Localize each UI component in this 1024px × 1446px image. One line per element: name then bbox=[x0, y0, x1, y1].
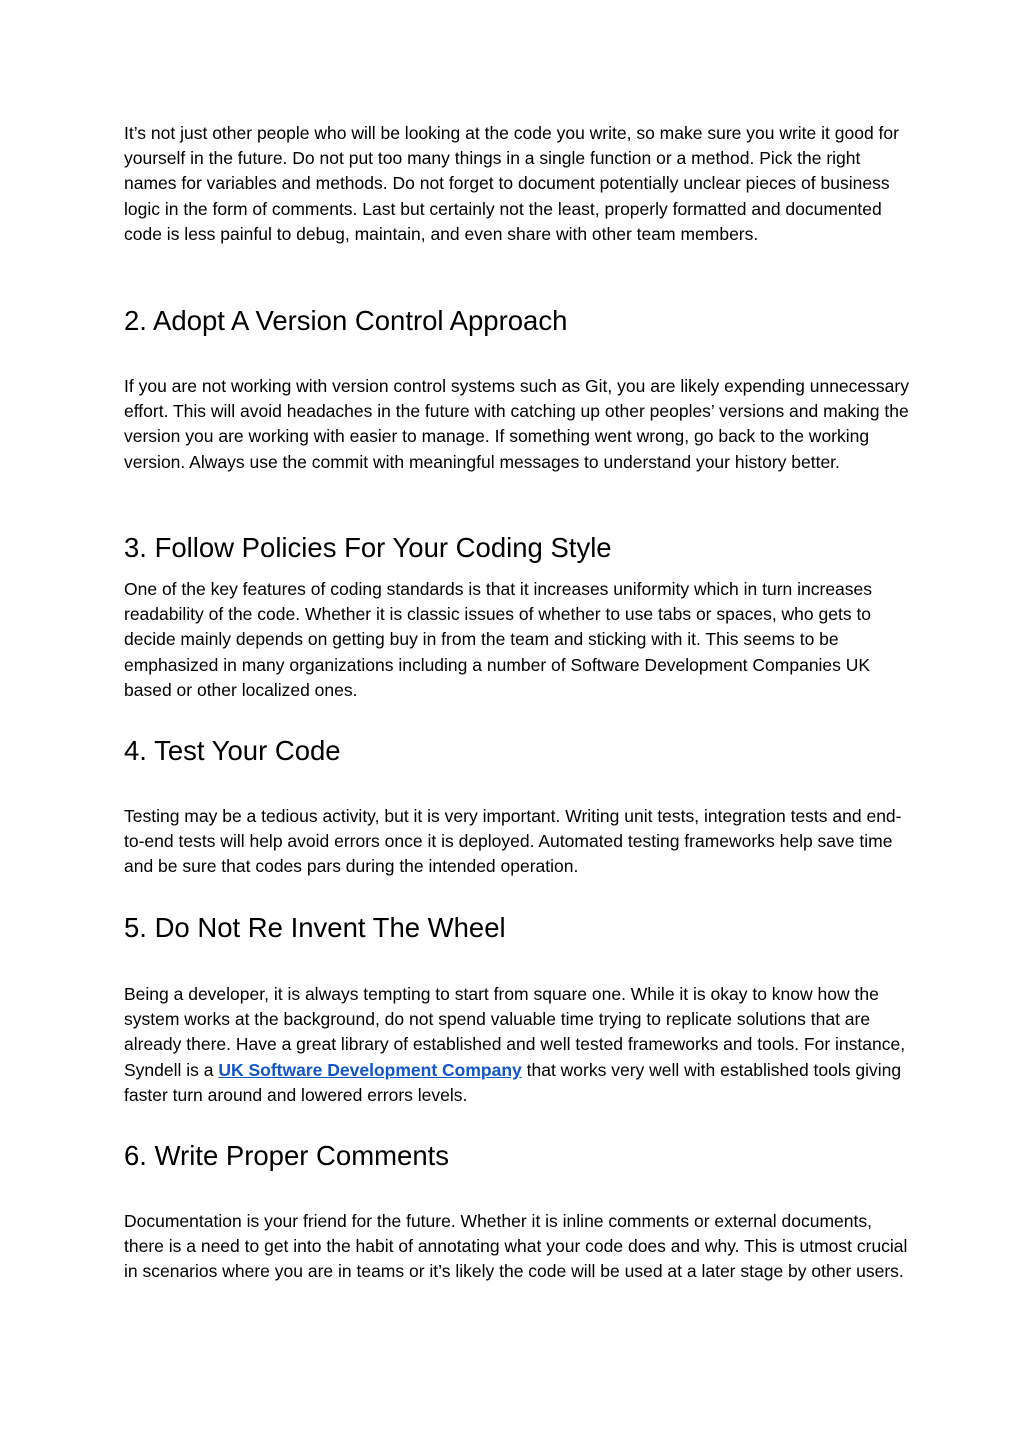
section-6-heading: 6. Write Proper Comments bbox=[124, 1140, 450, 1171]
section-3-heading: 3. Follow Policies For Your Coding Style bbox=[124, 532, 612, 563]
section-3-paragraph: One of the key features of coding standards is that it increases uniformity which in turn increases readability of the code. Whether it is classic issues of whether to use tabs or spaces, who gets to decide mainly depends on getting buy in from the team and sticking with it. This seems to be emphasized in many organizations including a number of Software Development Companies UK based or other localized ones. bbox=[124, 579, 873, 700]
section-6-paragraph: Documentation is your friend for the future. Whether it is inline comments or external documents, there is a need to get into the habit of annotating what your code does and why. This is utmost crucial in scenarios where you are in teams or it’s likely the code will be used at a later stage by other users. bbox=[124, 1211, 908, 1282]
section-2-paragraph: If you are not working with version control systems such as Git, you are likely expending unnecessary effort. This will avoid headaches in the future with catching up other peoples’ versions and making the version you are working with easier to manage. If something went wrong, go back to the working version. Always use the commit with meaningful messages to understand your history better. bbox=[124, 376, 909, 472]
section-4-heading: 4. Test Your Code bbox=[124, 735, 341, 766]
section-2-heading: 2. Adopt A Version Control Approach bbox=[124, 305, 568, 336]
intro-paragraph: It’s not just other people who will be looking at the code you write, so make sure you write it good for yourself in the future. Do not put too many things in a single function or a method. Pick the right names for variables and methods. Do not forget to document potentially unclear pieces of business logic in the form of comments. Last but certainly not the least, properly formatted and documented code is less painful to debug, maintain, and even share with other team members. bbox=[124, 123, 899, 244]
section-4-paragraph: Testing may be a tedious activity, but it is very important. Writing unit tests, integration tests and end-to-end tests will help avoid errors once it is deployed. Automated testing frameworks help save time and be sure that codes pars during the intended operation. bbox=[124, 806, 902, 877]
section-5-text-before-link: Being a developer, it is always tempting to start from square one. While it is okay to know how the system works at the background, do not spend valuable time trying to replicate solutions that are already there. Have a great library of established and well tested frameworks and tools. For instance, Syndell is a bbox=[124, 984, 906, 1080]
section-5-heading: 5. Do Not Re Invent The Wheel bbox=[124, 912, 506, 943]
section-5-paragraph bbox=[124, 982, 914, 1108]
section-5-text-after-link: that works very well with established tools giving faster turn around and lowered errors levels. bbox=[124, 1059, 902, 1105]
uk-software-development-company-link[interactable]: UK Software Development Company bbox=[218, 1059, 522, 1080]
